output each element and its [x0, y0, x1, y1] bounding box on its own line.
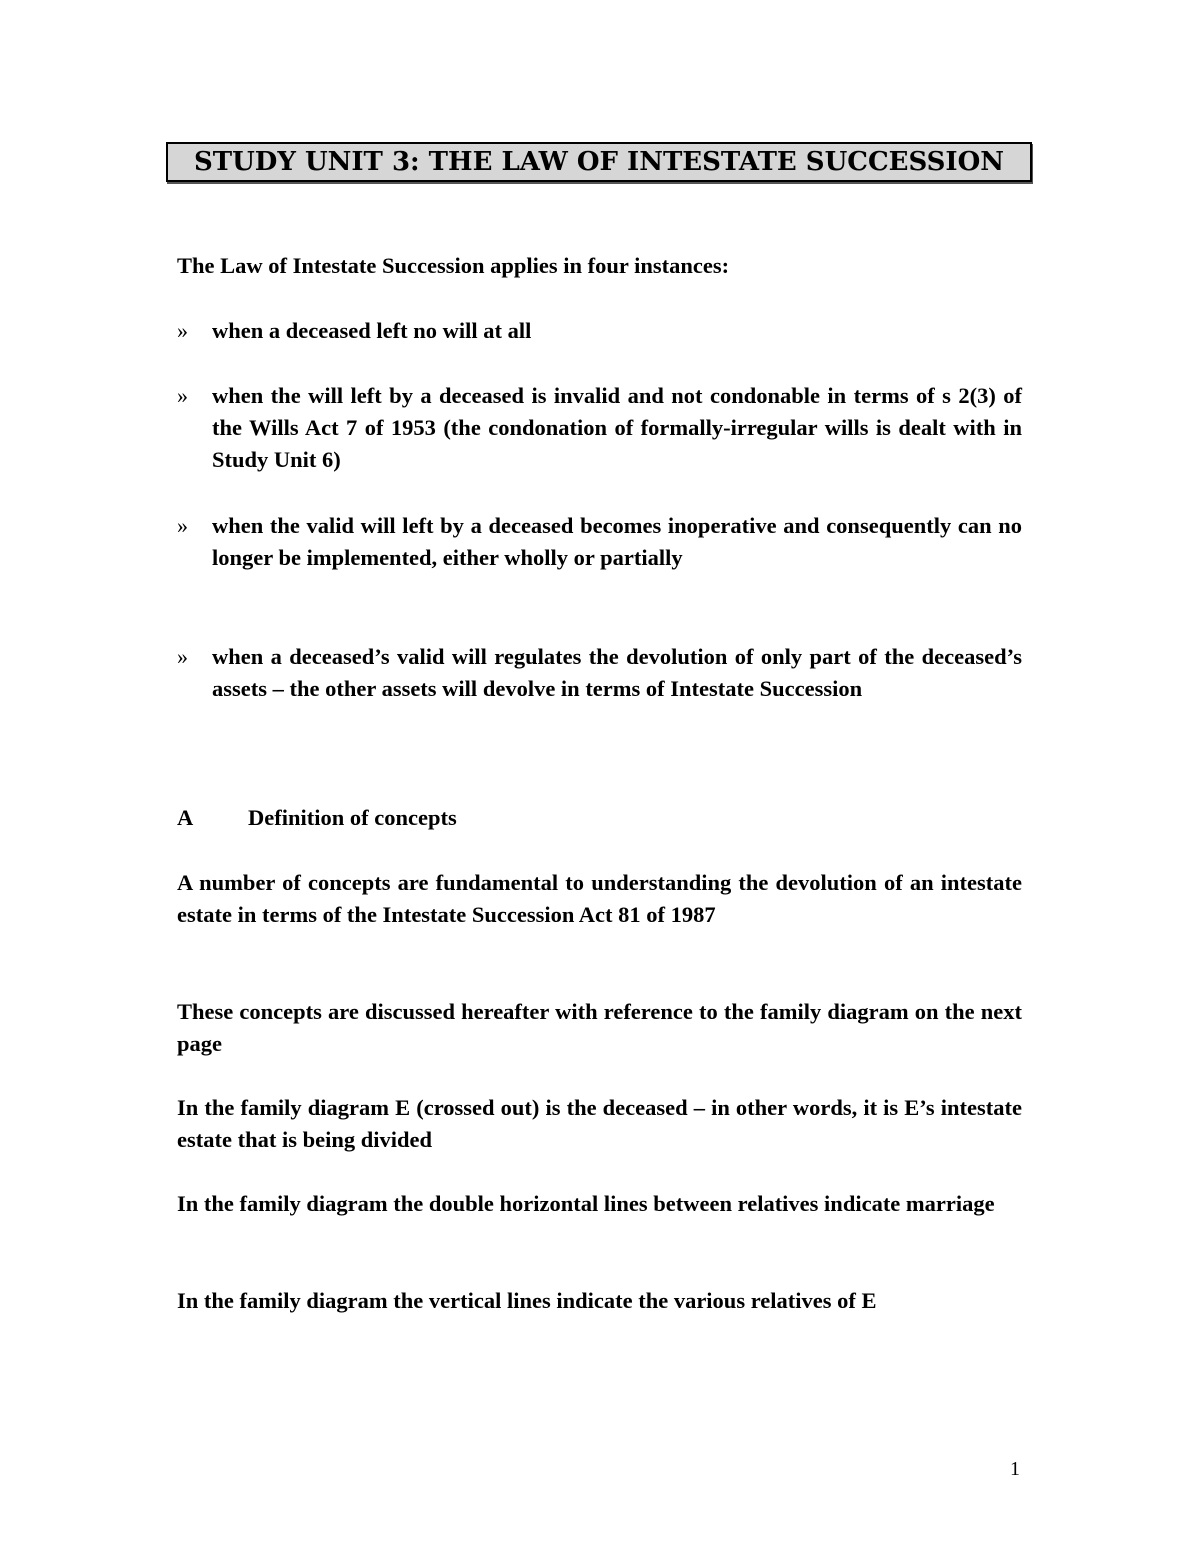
bullet-icon: » [177, 383, 188, 408]
list-item [177, 315, 1022, 347]
bullet-text: when the valid will left by a deceased becomes inoperative and consequently can no longer be implemented, either wholly or partially [212, 513, 1022, 570]
list-item [177, 641, 1022, 737]
body-paragraph: A number of concepts are fundamental to understanding the devolution of an intestate estate in terms of the Intestate Succession Act 81 of 1987 [177, 870, 1022, 927]
bullet-text: when a deceased left no will at all [212, 318, 532, 343]
page-title: STUDY UNIT 3: THE LAW OF INTESTATE SUCCESSION [193, 147, 1005, 177]
bullet-icon: » [177, 318, 188, 343]
title-box [166, 142, 1032, 182]
intro-paragraph: The Law of Intestate Succession applies in four instances: [177, 253, 730, 278]
body-paragraph: In the family diagram the vertical lines indicate the various relatives of E [177, 1288, 877, 1313]
bullet-text: when a deceased’s valid will regulates the devolution of only part of the deceased’s assets – the other assets will devolve in terms of Intestate Succession [212, 644, 1022, 701]
bullet-icon: » [177, 513, 188, 538]
section-title: Definition of concepts [248, 805, 457, 830]
bullet-icon: » [177, 644, 188, 669]
bullet-text: when the will left by a deceased is invalid and not condonable in terms of s 2(3) of the Wills Act 7 of 1953 (the condonation of formally-irregular wills is dealt with in Study Unit 6) [212, 383, 1022, 472]
section-letter: A [177, 805, 194, 830]
body-paragraph: In the family diagram the double horizontal lines between relatives indicate marriage [177, 1191, 995, 1216]
list-item [177, 510, 1022, 606]
body-paragraph: These concepts are discussed hereafter with reference to the family diagram on the next page [177, 999, 1022, 1056]
body-paragraph: In the family diagram E (crossed out) is the deceased – in other words, it is E’s intestate estate that is being divided [177, 1095, 1022, 1152]
list-item [177, 380, 1022, 476]
page-number: 1 [1010, 1458, 1020, 1480]
